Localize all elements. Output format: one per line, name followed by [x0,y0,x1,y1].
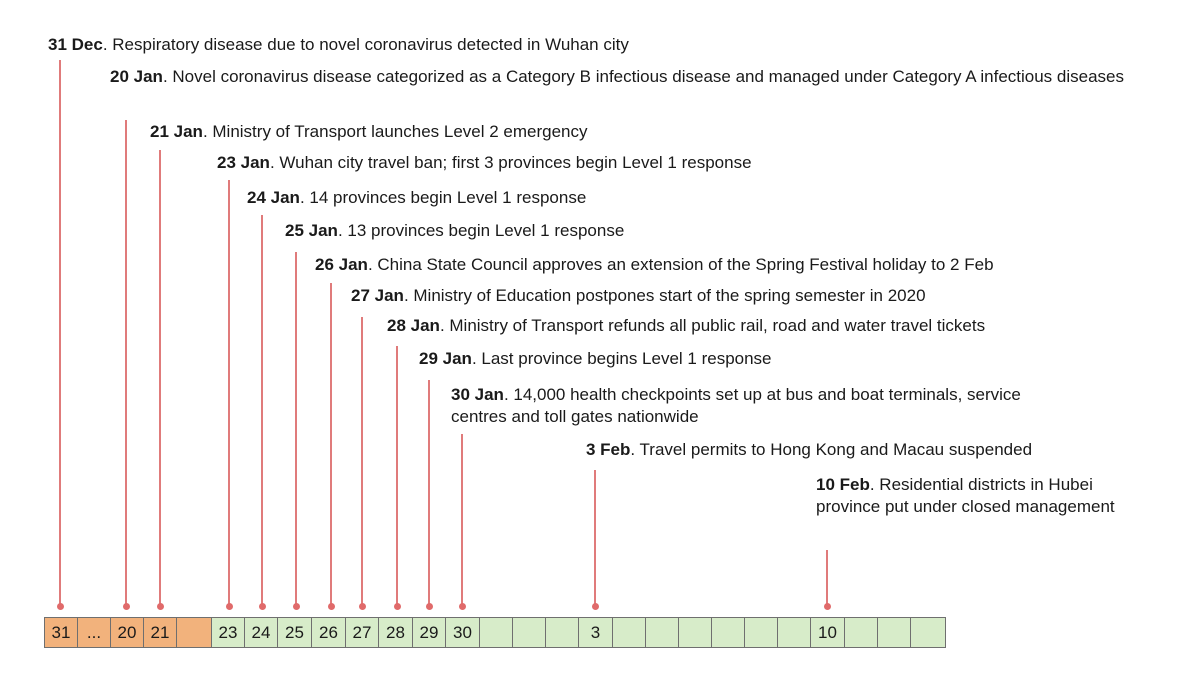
event-date: 25 Jan [285,221,338,240]
day-cell: 24 [244,617,278,648]
day-cell: 31 [44,617,78,648]
day-cell [844,617,878,648]
event-date: 24 Jan [247,188,300,207]
connector-line [428,380,430,606]
event-30-jan [451,384,1081,428]
day-cell: 20 [110,617,144,648]
day-cell [612,617,646,648]
connector-dot [123,603,130,610]
connector-dot [592,603,599,610]
day-cell: 28 [378,617,413,648]
day-cell: 27 [345,617,379,648]
day-cell [645,617,679,648]
connector-dot [226,603,233,610]
connector-dot [293,603,300,610]
connector-dot [426,603,433,610]
event-29-jan [419,348,772,370]
day-cell: 25 [277,617,312,648]
connector-line [396,346,398,606]
event-21-jan [150,121,588,143]
event-20-jan [110,66,1140,88]
day-cell: 26 [311,617,346,648]
event-date: 30 Jan [451,385,504,404]
event-date: 21 Jan [150,122,203,141]
event-3-feb [586,439,1032,461]
connector-dot [259,603,266,610]
connector-dot [824,603,831,610]
connector-dot [459,603,466,610]
connector-dot [359,603,366,610]
day-cell: ... [77,617,111,648]
event-25-jan [285,220,624,242]
connector-line [261,215,263,606]
connector-dot [328,603,335,610]
event-date: 3 Feb [586,440,631,459]
day-cell [512,617,546,648]
event-text: . Last province begins Level 1 response [471,349,772,368]
day-cell [910,617,946,648]
connector-line [125,120,127,606]
day-cell: 21 [143,617,177,648]
event-24-jan [247,187,586,209]
connector-line [461,434,463,606]
event-10-feb [816,474,1116,518]
day-cell [877,617,911,648]
event-text: . Respiratory disease due to novel coronavirus detected in Wuhan city [102,35,629,54]
event-text: . 14,000 health checkpoints set up at bus and boat terminals, service centres and toll gates nationwide [451,385,1021,426]
day-cell: 23 [211,617,245,648]
connector-line [59,60,61,606]
connector-line [594,470,596,606]
event-text: . Wuhan city travel ban; first 3 provinces begin Level 1 response [269,153,752,172]
connector-line [826,550,828,606]
event-date: 28 Jan [387,316,440,335]
event-text: . Residential districts in Hubei province put under closed management [816,475,1115,516]
event-text: . Travel permits to Hong Kong and Macau suspended [630,440,1033,459]
event-date: 29 Jan [419,349,472,368]
event-text: . Ministry of Transport refunds all public rail, road and water travel tickets [439,316,986,335]
connector-line [228,180,230,606]
event-date: 20 Jan [110,67,163,86]
event-date: 23 Jan [217,153,270,172]
connector-line [361,317,363,606]
day-cell [176,617,212,648]
event-27-jan [351,285,926,307]
event-text: . Novel coronavirus disease categorized as a Category B infectious disease and managed under Category A infectious diseases [162,67,1125,86]
day-cell [777,617,811,648]
connector-dot [157,603,164,610]
day-cell [678,617,712,648]
connector-dot [57,603,64,610]
connector-dot [394,603,401,610]
event-text: . Ministry of Transport launches Level 2 emergency [202,122,588,141]
event-28-jan [387,315,985,337]
day-cell [744,617,778,648]
day-cell: 10 [810,617,845,648]
connector-line [159,150,161,606]
event-date: 31 Dec [48,35,103,54]
connector-line [295,252,297,606]
event-date: 27 Jan [351,286,404,305]
event-text: . Ministry of Education postpones start of the spring semester in 2020 [403,286,926,305]
event-23-jan [217,152,752,174]
event-date: 26 Jan [315,255,368,274]
day-cell: 30 [445,617,480,648]
day-cell [545,617,579,648]
event-date: 10 Feb [816,475,870,494]
event-text: . 13 provinces begin Level 1 response [337,221,625,240]
event-26-jan [315,254,994,276]
event-text: . China State Council approves an extension of the Spring Festival holiday to 2 Feb [367,255,994,274]
day-cell: 29 [412,617,446,648]
day-cell [479,617,513,648]
event-text: . 14 provinces begin Level 1 response [299,188,587,207]
connector-line [330,283,332,606]
event-31-dec [48,34,629,56]
day-cell [711,617,745,648]
day-cell: 3 [578,617,613,648]
